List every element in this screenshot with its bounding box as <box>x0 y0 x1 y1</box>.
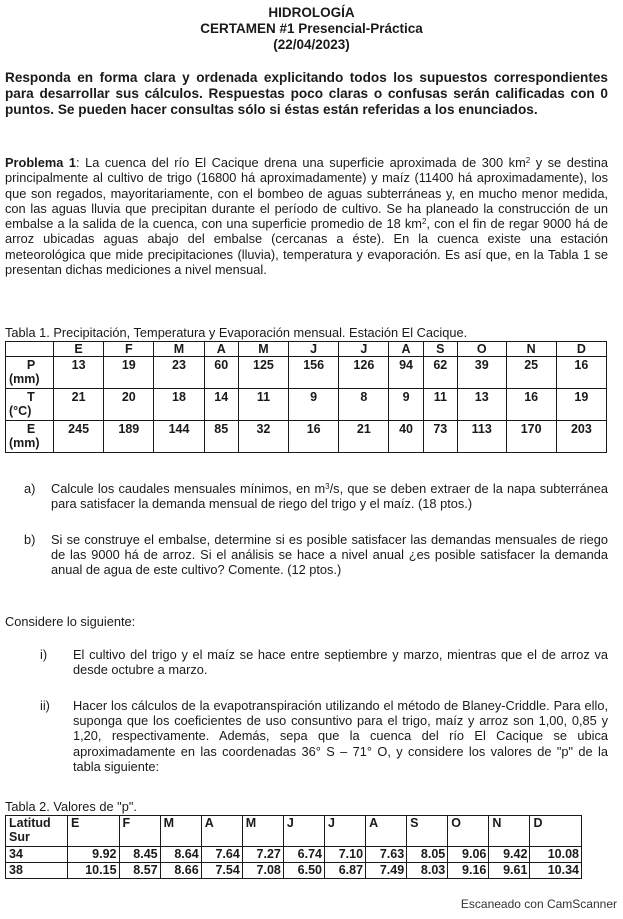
table-1-cell: 19 <box>556 389 606 421</box>
table-1-cell: 73 <box>423 421 457 453</box>
table-1-cell: 16 <box>556 357 606 389</box>
table-1-cell: 113 <box>457 421 506 453</box>
table-2-cell: 7.64 <box>201 847 242 863</box>
table-1 <box>5 341 607 453</box>
table-1-cell: 39 <box>457 357 506 389</box>
table-1-month-cell: F <box>104 342 154 357</box>
table-2-row-34 <box>6 847 582 863</box>
table-2-cell: 7.54 <box>201 863 242 879</box>
row-label-name: P <box>26 358 36 372</box>
table-1-month-cell: A <box>389 342 423 357</box>
table-2 <box>5 815 582 879</box>
table-1-cell: 20 <box>104 389 154 421</box>
row-label-name: T <box>27 390 35 404</box>
problem-1-label: Problema 1 <box>5 155 76 170</box>
table-1-cell: 13 <box>457 389 506 421</box>
row-label-unit: (mm) <box>9 436 40 450</box>
table-1-cell: 8 <box>339 389 389 421</box>
table-2-month-cell: J <box>324 816 365 847</box>
question-a-text <box>51 481 608 511</box>
table-2-cell: 10.08 <box>530 847 582 863</box>
table-2-cell: 8.64 <box>160 847 201 863</box>
table-2-cell: 10.34 <box>530 863 582 879</box>
question-a-text-b: /s, que se deben extraer de la napa subterránea para satisfacer la demanda mensual de riego del trigo y el maíz. (18 ptos.) <box>51 481 608 512</box>
item-ii-label: ii) <box>40 698 50 713</box>
table-1-cell: 32 <box>238 421 288 453</box>
table-2-cell: 9.61 <box>489 863 530 879</box>
table-1-cell: 94 <box>389 357 423 389</box>
table-1-month-cell: N <box>506 342 556 357</box>
table-2-caption: Tabla 2. Valores de "p". <box>5 799 137 814</box>
problem-1-sup-a: 2 <box>525 156 531 165</box>
table-1-month-cell: J <box>339 342 389 357</box>
table-1-row-label <box>6 421 54 453</box>
table-1-month-cell: M <box>238 342 288 357</box>
item-i-text: El cultivo del trigo y el maíz se hace entre septiembre y marzo, mientras que el de arroz va desde octubre a marzo. <box>73 647 608 678</box>
table-1-cell: 156 <box>289 357 339 389</box>
table-2-month-cell: A <box>201 816 242 847</box>
instructions-paragraph: Responda en forma clara y ordenada explicitando todos los supuestos correspondientes para desarrollar sus cálculos. Respuestas poco claras o confusas serán calificadas con 0 puntos. Se pueden hacer consultas sólo si éstas están referidas a los enunciados. <box>5 70 608 118</box>
table-1-cell: 14 <box>204 389 238 421</box>
table-2-month-cell: A <box>366 816 407 847</box>
table-1-cell: 245 <box>54 421 104 453</box>
table-2-row-38 <box>6 863 582 879</box>
problem-1-text-c: , con el fin de regar 9000 há de arroz ubicadas aguas abajo del embalse (cercanas a éste). En la cuenca existe una estación meteorológica que mide precipitaciones (lluvia), temperatura y evaporación. Es así que, en la Tabla 1 se presentan dichas mediciones a nivel mensual. <box>5 216 608 278</box>
table-1-cell: 170 <box>506 421 556 453</box>
table-1-month-cell: E <box>54 342 104 357</box>
latitude-header-line1: Latitud <box>9 816 51 830</box>
item-i-label: i) <box>40 647 48 662</box>
problem-1-text-a: : La cuenca del río El Cacique drena una superficie aproximada de 300 km <box>75 155 526 170</box>
table-1-cell: 62 <box>423 357 457 389</box>
table-1-row-label <box>6 389 54 421</box>
table-1-month-cell: D <box>556 342 606 357</box>
table-1-row-label <box>6 357 54 389</box>
table-1-header-row <box>6 342 607 357</box>
table-1-month-cell: J <box>289 342 339 357</box>
table-2-month-cell: M <box>160 816 201 847</box>
problem-1-statement <box>5 155 608 277</box>
problem-1-sup-b: 2 <box>421 217 427 227</box>
table-1-cell: 40 <box>389 421 423 453</box>
table-2-cell: 8.05 <box>407 847 448 863</box>
table-1-corner-cell <box>6 342 54 357</box>
question-b-label: b) <box>24 532 36 547</box>
table-1-cell: 23 <box>154 357 204 389</box>
table-1-cell: 203 <box>556 421 606 453</box>
item-ii-text: Hacer los cálculos de la evapotranspiración utilizando el método de Blaney-Criddle. Para ello, suponga que los coeficientes de uso consuntivo para el trigo, maíz y arroz son 1,00, 0,85 y 1,20, respectivamente. Además, sepa que la cuenca del río El Cacique se ubica aproximadamente en las coordenadas 36° S – 71° O, y considere los valores de "p" de la tabla siguiente: <box>73 698 608 774</box>
table-2-cell: 7.49 <box>366 863 407 879</box>
table-1-cell: 85 <box>204 421 238 453</box>
table-2-cell: 9.92 <box>68 847 120 863</box>
table-1-cell: 16 <box>289 421 339 453</box>
table-2-month-cell: M <box>242 816 283 847</box>
table-2-header-row <box>6 816 582 847</box>
table-2-cell: 8.45 <box>119 847 160 863</box>
table-1-cell: 25 <box>506 357 556 389</box>
table-1-cell: 9 <box>389 389 423 421</box>
row-label-unit: (°C) <box>9 404 32 418</box>
table-2-month-cell: J <box>283 816 324 847</box>
table-1-row-evaporation <box>6 421 607 453</box>
row-label-name: E <box>26 422 36 436</box>
table-2-month-cell: D <box>530 816 582 847</box>
table-2-month-cell: O <box>448 816 489 847</box>
table-1-cell: 125 <box>238 357 288 389</box>
question-a-label: a) <box>24 481 36 496</box>
row-label-unit: (mm) <box>9 372 40 386</box>
table-1-cell: 21 <box>339 421 389 453</box>
table-2-cell: 9.06 <box>448 847 489 863</box>
table-2-cell: 8.03 <box>407 863 448 879</box>
scanner-watermark: Escaneado con CamScanner <box>460 897 617 911</box>
table-1-cell: 9 <box>289 389 339 421</box>
table-1-cell: 60 <box>204 357 238 389</box>
table-2-cell: 7.08 <box>242 863 283 879</box>
table-2-month-cell: N <box>489 816 530 847</box>
table-2-cell: 7.10 <box>324 847 365 863</box>
table-2-cell: 9.16 <box>448 863 489 879</box>
table-1-cell: 16 <box>506 389 556 421</box>
table-2-cell: 8.66 <box>160 863 201 879</box>
exam-date: (22/04/2023) <box>273 37 350 52</box>
table-1-cell: 18 <box>154 389 204 421</box>
course-title: HIDROLOGÍA <box>268 5 355 20</box>
table-2-cell: 8.57 <box>119 863 160 879</box>
latitude-header-line2: Sur <box>9 830 30 844</box>
table-2-cell: 7.27 <box>242 847 283 863</box>
table-2-cell: 6.87 <box>324 863 365 879</box>
table-2-cell: 9.42 <box>489 847 530 863</box>
table-1-month-cell: O <box>457 342 506 357</box>
table-1-cell: 11 <box>238 389 288 421</box>
table-1-row-precipitation <box>6 357 607 389</box>
table-2-latitude-cell: 34 <box>6 847 68 863</box>
consider-heading: Considere lo siguiente: <box>5 614 136 629</box>
table-2-cell: 6.74 <box>283 847 324 863</box>
table-2-cell: 7.63 <box>366 847 407 863</box>
table-1-cell: 189 <box>104 421 154 453</box>
table-2-cell: 6.50 <box>283 863 324 879</box>
problem-1-text-b: y se destina principalmente al cultivo de trigo (16800 há aproximadamente) y maíz (11400 há aproximadamente), los que son regados, mayoritariamente, con el bombeo de aguas subterráneas y, en mucho menor medida, con las aguas lluvia que precipitan durante el período de cultivo. Se ha planeado la construcción de un embalse a la salida de la cuenca, con una superficie promedio de 18 km <box>5 155 608 232</box>
table-1-caption: Tabla 1. Precipitación, Temperatura y Evaporación mensual. Estación El Cacique. <box>5 325 468 340</box>
table-1-cell: 126 <box>339 357 389 389</box>
question-a-text-a: Calcule los caudales mensuales mínimos, en m <box>51 481 326 496</box>
table-2-month-cell: S <box>407 816 448 847</box>
table-1-month-cell: S <box>423 342 457 357</box>
table-1-cell: 21 <box>54 389 104 421</box>
table-1-cell: 13 <box>54 357 104 389</box>
table-1-cell: 144 <box>154 421 204 453</box>
table-1-cell: 11 <box>423 389 457 421</box>
table-1-cell: 19 <box>104 357 154 389</box>
table-1-month-cell: M <box>154 342 204 357</box>
table-2-latitude-header <box>6 816 68 847</box>
table-1-month-cell: A <box>204 342 238 357</box>
table-2-month-cell: E <box>68 816 120 847</box>
table-2-cell: 10.15 <box>68 863 120 879</box>
table-1-row-temperature <box>6 389 607 421</box>
table-2-month-cell: F <box>119 816 160 847</box>
question-a-sup: 3 <box>325 482 330 491</box>
question-b-text: Si se construye el embalse, determine si es posible satisfacer las demandas mensuales de riego de las 9000 há de arroz. Si el análisis se hace a nivel anual ¿es posible satisfacer la demanda anual de agua de este cultivo? Comente. (12 ptos.) <box>51 532 608 578</box>
exam-title: CERTAMEN #1 Presencial-Práctica <box>200 21 423 36</box>
table-2-latitude-cell: 38 <box>6 863 68 879</box>
